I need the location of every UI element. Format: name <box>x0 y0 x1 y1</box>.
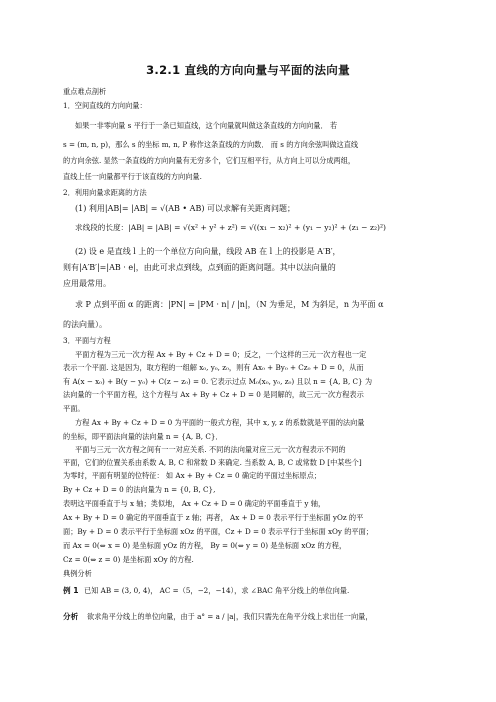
paragraph-line: 的方向余弦. 显然一条直线的方向向量有无穷多个，它们互相平行，从方向上可以分成两组， <box>63 156 356 165</box>
paragraph-line: By + Cz + D = 0 的法向量为 n = {0, B, C}, <box>63 485 216 494</box>
example-label: 例 1 <box>63 586 79 595</box>
subsection-heading: 1．空间直线的方向向量： <box>63 101 147 110</box>
paragraph-line: 的坐标，即平面法向量的法向量 n = {A, B, C}． <box>63 432 223 441</box>
analysis-label: 分析 <box>63 612 79 621</box>
paragraph-line: 平面方程为三元一次方程 Ax + By + Cz + D = 0；反之，一个这样的三元一次方程也一定 <box>75 350 367 359</box>
paragraph-line: 则有|A′B′|=|AB · e|，由此可求点到线，点到面的距离问题。其中以法向量的 <box>63 263 336 272</box>
paragraph-line: s = (m, n, p)，那么 s 的坐标 m, n, P 称作这条直线的方向数． 而 s 的方向余弦叫做这直线 <box>63 140 359 149</box>
paragraph-line: (2) 设 e 是直线 l 上的一个单位方向向量，线段 AB 在 l 上的投影是 A′B′， <box>75 247 341 256</box>
section-heading: 典例分析 <box>63 569 92 578</box>
subsection-heading: 3．平面与方程 <box>63 336 111 345</box>
paragraph-line: 平面与三元一次方程之间有一一对应关系. 不同的法向量对应三元一次方程表示不同的 <box>75 445 346 454</box>
paragraph-line: 表明这平面垂直于与 x 轴；类似地， Ax + Cz + D = 0 确定的平面垂直于 y 轴， <box>63 499 326 508</box>
example-text: 已知 AB = (3, 0, 4)， AC =（5，−2，−14），求 ∠BAC 角平分线上的单位向量. <box>84 586 350 595</box>
paragraph-line: 直线上任一向量都平行于该直线的方向向量. <box>63 172 202 181</box>
paragraph-line: 而 Ax = 0(⇔ x = 0) 是坐标面 yOz 的方程， By = 0(⇔ y = 0) 是坐标面 xOz 的方程， <box>63 541 347 550</box>
section-heading: 重点难点剖析 <box>63 87 107 96</box>
subsection-heading: 2．利用向量求距离的方法 <box>63 188 147 197</box>
paragraph-line: Ax + By + D = 0 确定的平面垂直于 z 轴；再者， Ax + D = 0 表示平行于坐标面 yOz 的平 <box>63 513 364 522</box>
paragraph-line: (1) 利用|AB|= |AB| = √(AB • AB) 可以求解有关距离问题； <box>75 204 296 213</box>
paragraph-line: 的法向量）。 <box>63 320 107 329</box>
paragraph-line: Cz = 0(⇔ z = 0) 是坐标面 xOy 的方程. <box>63 555 194 564</box>
paragraph-line: 表示一个平面. 这是因为，取方程的一组解 x₀, y₀, z₀，则有 Ax₀ + By₀ + Cz₀ + D = 0，从而 <box>63 363 364 372</box>
paragraph-line: 有 A(x − x₀) + B(y − y₀) + C(z − z₀) = 0. 它表示过点 M₀(x₀, y₀, z₀) 且以 n = {A, B, C} 为 <box>63 377 373 386</box>
page-title: 3.2.1 直线的方向向量与平面的法向量 <box>146 63 350 77</box>
formula-line: 求 P 点到平面 α 的距离：|PN| = |PM · n| / |n|，（N 为垂足，M 为斜足，n 为平面 α <box>75 300 384 309</box>
analysis-text: 欲求角平分线上的单位向量，由于 a° = a / |a|，我们只需先在角平分线上求出任一向量， <box>87 612 373 621</box>
paragraph-line: 平面。 <box>63 404 85 413</box>
paragraph-line: 如果一非零向量 s 平行于一条已知直线，这个向量就叫做这条直线的方向向量． 若 <box>75 121 338 130</box>
formula-line: 求线段的长度：|AB| = |AB| = √(x² + y² + z²) = √((x₁ − x₂)² + (y₁ − y₂)² + (z₁ − z₂)²) <box>75 223 386 232</box>
paragraph-line: 法向量的一个平面方程，这个方程与 Ax + By + Cz + D = 0 是同解的，故三元一次方程表示 <box>63 390 364 399</box>
paragraph-line: 应用最常用。 <box>63 279 111 288</box>
paragraph-line: 面；By + D = 0 表示平行于坐标面 xOz 的平面，Cz + D = 0 表示平行于坐标面 xOy 的平面； <box>63 527 373 536</box>
paragraph-line: 方程 Ax + By + Cz + D = 0 为平面的一般式方程，其中 x, y, z 的系数就是平面的法向量 <box>75 418 365 427</box>
paragraph-line: 为零时，平面有明显的位特征： 如 Ax + By + Cz = 0 确定的平面过坐标原点； <box>63 471 321 480</box>
paragraph-line: 平面，它们的位置关系由系数 A, B, C 和常数 D 来确定. 当系数 A, B, C 或常数 D [中某些个] <box>63 458 362 467</box>
